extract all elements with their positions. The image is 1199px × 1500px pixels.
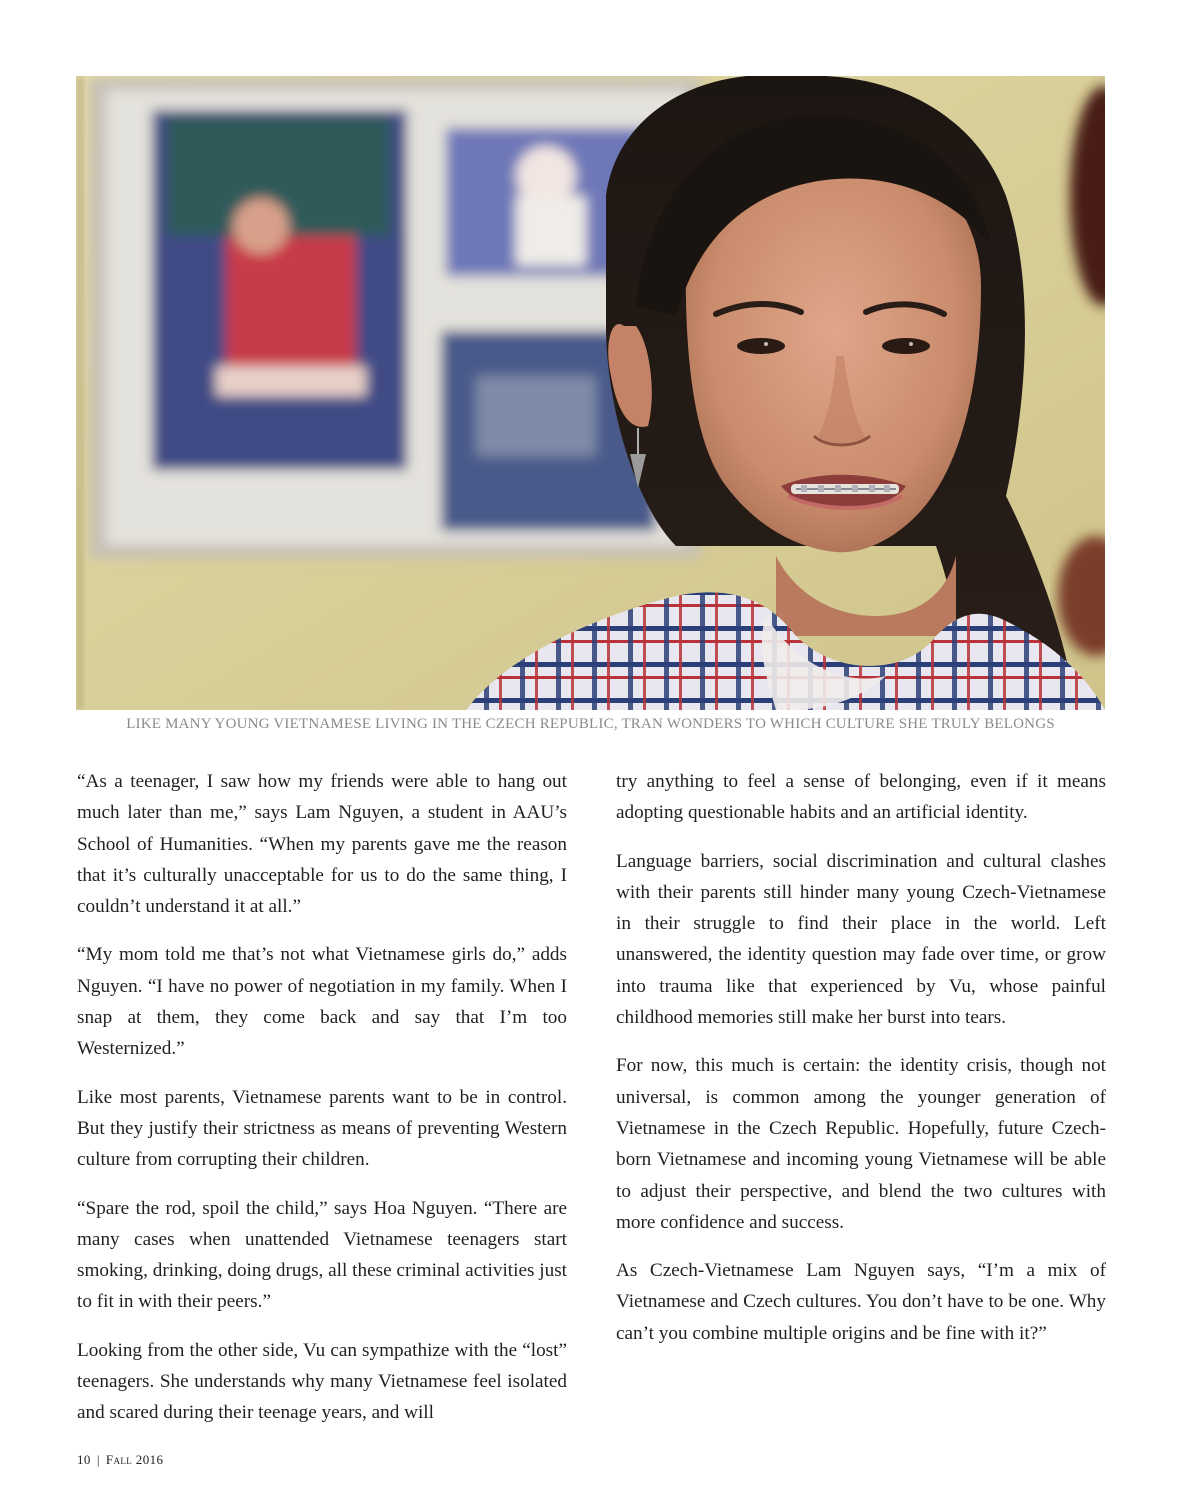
paragraph: Language barriers, social discrimination and cultural clashes with their parents still hinder many young Czech-Vietnamese in their struggle to find their place in the world. Left unanswered, the identity question may fade over time, or grow into trauma like that experienced by Vu, whose painful childhood memories still make her burst into tears.	[616, 850, 1106, 1029]
page-number: 10	[77, 1452, 91, 1467]
issue-label: Fall 2016	[105, 1452, 164, 1467]
paragraph: For now, this much is certain: the identity crisis, though not universal, is common among the younger generation of Vietnamese in the Czech Republic. Hopefully, future Czech-born Vietnamese and incoming young Vietnamese will be able to adjust their perspective, and blend the two cultures with more confidence and success.	[616, 1055, 1106, 1233]
footer-separator: |	[96, 1452, 100, 1467]
paragraph: Looking from the other side, Vu can sympathize with the “lost” teenagers. She understands why many Vietnamese feel isolated and scared during their teenage years, and will	[77, 1339, 567, 1424]
paragraph: “As a teenager, I saw how my friends were able to hang out much later than me,” says Lam Nguyen, a student in AAU’s School of Humanities. “When my parents gave me the reason that it’s culturally unacceptable for us to do the same thing, I couldn’t understand it at all.”	[77, 771, 567, 918]
paragraph: “My mom told me that’s not what Vietnamese girls do,” adds Nguyen. “I have no power of negotiation in my family. When I snap at them, they come back and say that I’m too Westernized.”	[77, 944, 567, 1060]
photo-illustration	[76, 76, 1105, 710]
article-column-left	[77, 766, 567, 1446]
page-footer	[77, 1452, 163, 1468]
paragraph: As Czech-Vietnamese Lam Nguyen says, “I’m a mix of Vietnamese and Czech cultures. You don’t have to be one. Why can’t you combine multiple origins and be fine with it?”	[616, 1260, 1106, 1344]
photo-caption: LIKE MANY YOUNG VIETNAMESE LIVING IN THE CZECH REPUBLIC, TRAN WONDERS TO WHICH CULTURE SHE TRULY BELONGS	[126, 716, 1055, 732]
paragraph: “Spare the rod, spoil the child,” says Hoa Nguyen. “There are many cases when unattended Vietnamese teenagers start smoking, drinking, doing drugs, all these criminal activities just to fit in with their peers.”	[77, 1197, 567, 1313]
portrait-photo	[76, 76, 1105, 710]
article-column-right	[616, 766, 1106, 1366]
paragraph: try anything to feel a sense of belonging, even if it means adopting questionable habits and an artificial identity.	[616, 771, 1106, 824]
paragraph: Like most parents, Vietnamese parents want to be in control. But they justify their strictness as means of preventing Western culture from corrupting their children.	[77, 1086, 567, 1171]
